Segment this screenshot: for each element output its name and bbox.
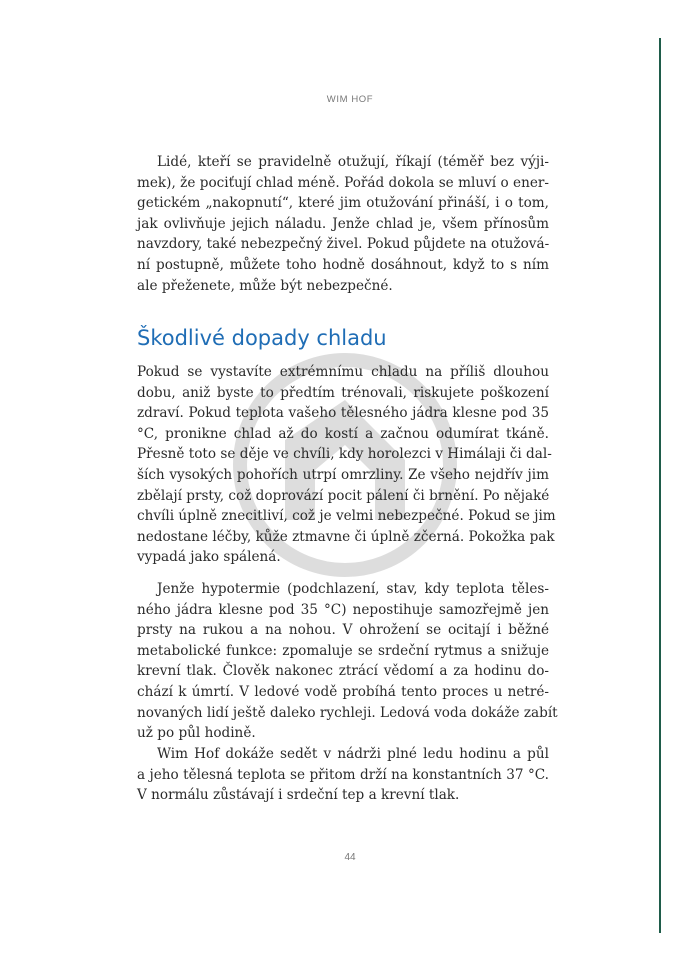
- text-line: vypadá jako spálená.: [137, 549, 281, 566]
- text-line: Wim Hof dokáže sedět v nádrži plné ledu hodinu a půl: [157, 746, 549, 762]
- text-line: Lidé, kteří se pravidelně otužují, říkají (téměř bez výji-: [157, 154, 549, 170]
- text-line: mek), že pociťují chlad méně. Pořád dokola se mluví o ener-: [137, 174, 549, 191]
- text-line: nedostane léčby, kůže ztmavne či úplně zčerná. Pokožka pak: [137, 528, 555, 545]
- text-line: ších vysokých pohořích utrpí omrzliny. Ze všeho nejdřív jim: [137, 466, 549, 483]
- text-line: navzdory, také nebezpečný živel. Pokud půjdete na otužová-: [137, 236, 550, 253]
- page-number: 44: [344, 852, 356, 863]
- paragraph-4: [137, 744, 549, 806]
- paragraph-2: [137, 362, 556, 568]
- paragraph-1: [137, 152, 549, 296]
- text-line: Jenže hypotermie (podchlazení, stav, kdy teplota těles-: [157, 581, 549, 597]
- text-line: chází k úmrtí. V ledové vodě probíhá tento proces u netré-: [137, 683, 549, 700]
- section-heading: Škodlivé dopady chladu: [137, 326, 387, 350]
- text-line: ní postupně, můžete toho hodně dosáhnout, když to s ním: [137, 256, 549, 273]
- text-line: °C, pronikne chlad až do kostí a začnou odumírat tkáně.: [137, 425, 549, 442]
- text-line: novaných lidí ještě daleko rychleji. Ledová voda dokáže zabít: [137, 704, 558, 721]
- text-line: zbělají prsty, což doprovází pocit pálení či brnění. Po nějaké: [137, 487, 550, 504]
- page-edge-line: [659, 38, 661, 933]
- text-line: getickém „nakopnutí“, které jim otužování přináší, i o tom,: [137, 195, 549, 212]
- text-line: ného jádra klesne pod 35 °C) nepostihuje samozřejmě jen: [137, 601, 549, 618]
- text-line: zdraví. Pokud teplota vašeho tělesného jádra klesne pod 35: [137, 405, 549, 422]
- running-head: WIM HOF: [326, 94, 374, 105]
- text-line: Pokud se vystavíte extrémnímu chladu na příliš dlouhou: [137, 364, 549, 380]
- text-line: Přesně toto se děje ve chvíli, kdy horolezci v Himálaji či dal-: [137, 446, 552, 463]
- text-line: metabolické funkce: zpomaluje se srdeční rytmus a snižuje: [137, 642, 549, 659]
- text-line: už po půl hodině.: [137, 725, 256, 742]
- text-line: jak ovlivňuje jejich náladu. Jenže chlad je, všem přínosům: [137, 215, 549, 232]
- text-line: V normálu zůstávají i srdeční tep a krevní tlak.: [137, 787, 460, 804]
- text-line: dobu, aniž byste to předtím trénovali, riskujete poškození: [137, 384, 549, 401]
- text-line: ale přeženete, může být nebezpečné.: [137, 277, 393, 294]
- text-line: a jeho tělesná teplota se přitom drží na konstantních 37 °C.: [137, 766, 549, 783]
- text-line: chvíli úplně znecitliví, což je velmi nebezpečné. Pokud se jim: [137, 508, 556, 525]
- paragraph-3: [137, 579, 558, 744]
- text-line: krevní tlak. Člověk nakonec ztrácí vědomí a za hodinu do-: [137, 663, 549, 680]
- text-line: prsty na rukou a na nohou. V ohrožení se ocitají i běžné: [137, 622, 549, 639]
